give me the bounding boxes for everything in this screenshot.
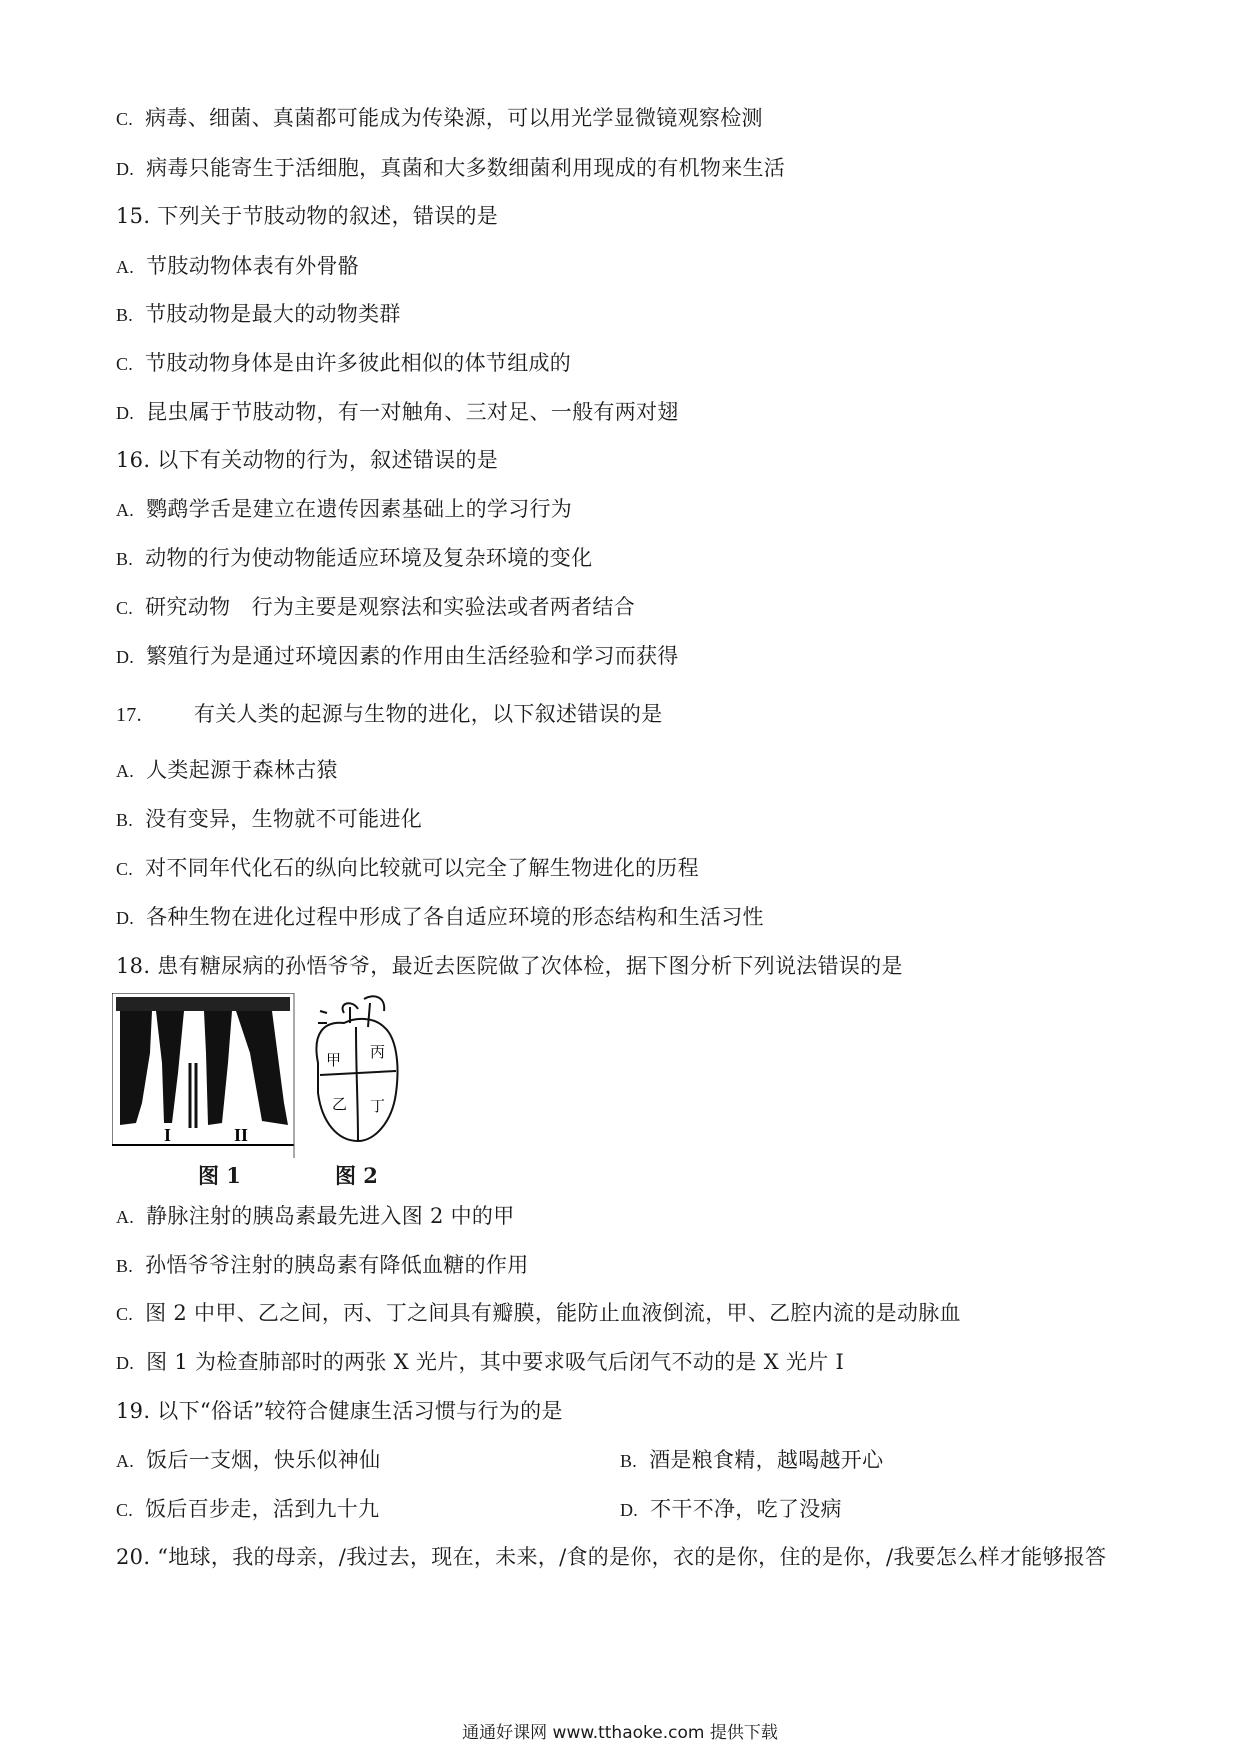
q18-stem: 18. 患有糖尿病的孙悟爷爷，最近去医院做了次体检，据下图分析下列说法错误的是 — [116, 954, 903, 978]
q19-option-c: C. 饭后百步走，活到九十九 — [116, 1497, 380, 1521]
q19-option-d: D. 不干不净，吃了没病 — [620, 1497, 842, 1521]
q18-option-d: D. 图 1 为检查肺部时的两张 X 光片，其中要求吸气后闭气不动的是 X 光片 I — [116, 1350, 845, 1374]
q19-option-a: A. 饭后一支烟，快乐似神仙 — [116, 1448, 381, 1472]
q16-option-d: D. 繁殖行为是通过环境因素的作用由生活经验和学习而获得 — [116, 644, 679, 668]
q20-stem: 20. “地球，我的母亲，/我过去，现在，未来，/食的是你，衣的是你，住的是你，/我要怎么样才能够报答 — [116, 1545, 1107, 1569]
q17-option-b: B. 没有变异，生物就不可能进化 — [116, 807, 423, 831]
q19-option-b: B. 酒是粮食精，越喝越开心 — [620, 1448, 884, 1472]
q19-stem: 19. 以下“俗话”较符合健康生活习惯与行为的是 — [116, 1399, 563, 1423]
q15-option-b: B. 节肢动物是最大的动物类群 — [116, 302, 401, 326]
heart-label-jia: 甲 — [326, 1051, 342, 1069]
q14-option-d: D. 病毒只能寄生于活细胞，真菌和大多数细菌利用现成的有机物来生活 — [116, 156, 786, 180]
q16-stem: 16. 以下有关动物的行为，叙述错误的是 — [116, 448, 499, 472]
heart-label-yi: 乙 — [332, 1095, 348, 1113]
figure-2-caption: 图 2 — [335, 1163, 378, 1188]
heart-label-bing: 丙 — [370, 1043, 386, 1061]
figure-1-caption: 图 1 — [198, 1163, 241, 1188]
q18-option-b: B. 孙悟爷爷注射的胰岛素有降低血糖的作用 — [116, 1253, 529, 1277]
q16-option-c: C. 研究动物 行为主要是观察法和实验法或者两者结合 — [116, 595, 636, 619]
q17-option-c: C. 对不同年代化石的纵向比较就可以完全了解生物进化的历程 — [116, 856, 699, 880]
q15-stem: 15. 下列关于节肢动物的叙述，错误的是 — [116, 204, 499, 228]
q17-stem: 17. 有关人类的起源与生物的进化，以下叙述错误的是 — [116, 702, 663, 726]
xray-image — [112, 993, 294, 1158]
q15-option-d: D. 昆虫属于节肢动物，有一对触角、三对足、一般有两对翅 — [116, 400, 679, 424]
xray-label-1: I — [164, 1125, 172, 1145]
q17-option-a: A. 人类起源于森林古猿 — [116, 758, 338, 782]
q15-option-a: A. 节肢动物体表有外骨骼 — [116, 254, 360, 278]
q18-figure-drawing — [112, 993, 402, 1158]
heart-label-ding: 丁 — [370, 1097, 386, 1115]
q18-option-c: C. 图 2 中甲、乙之间，丙、丁之间具有瓣膜，能防止血液倒流，甲、乙腔内流的是动脉血 — [116, 1301, 961, 1325]
q18-option-a: A. 静脉注射的胰岛素最先进入图 2 中的甲 — [116, 1204, 515, 1228]
page-footer: 通通好课网 www.tthaoke.com 提供下载 — [462, 1723, 778, 1743]
q17-option-d: D. 各种生物在进化过程中形成了各自适应环境的形态结构和生活习性 — [116, 905, 764, 929]
xray-label-2: II — [234, 1125, 249, 1145]
q16-option-b: B. 动物的行为使动物能适应环境及复杂环境的变化 — [116, 546, 593, 570]
q14-option-c: C. 病毒、细菌、真菌都可能成为传染源，可以用光学显微镜观察检测 — [116, 106, 763, 130]
q15-option-c: C. 节肢动物身体是由许多彼此相似的体节组成的 — [116, 351, 572, 375]
q18-figure — [112, 993, 402, 1183]
q16-option-a: A. 鹦鹉学舌是建立在遗传因素基础上的学习行为 — [116, 497, 573, 521]
